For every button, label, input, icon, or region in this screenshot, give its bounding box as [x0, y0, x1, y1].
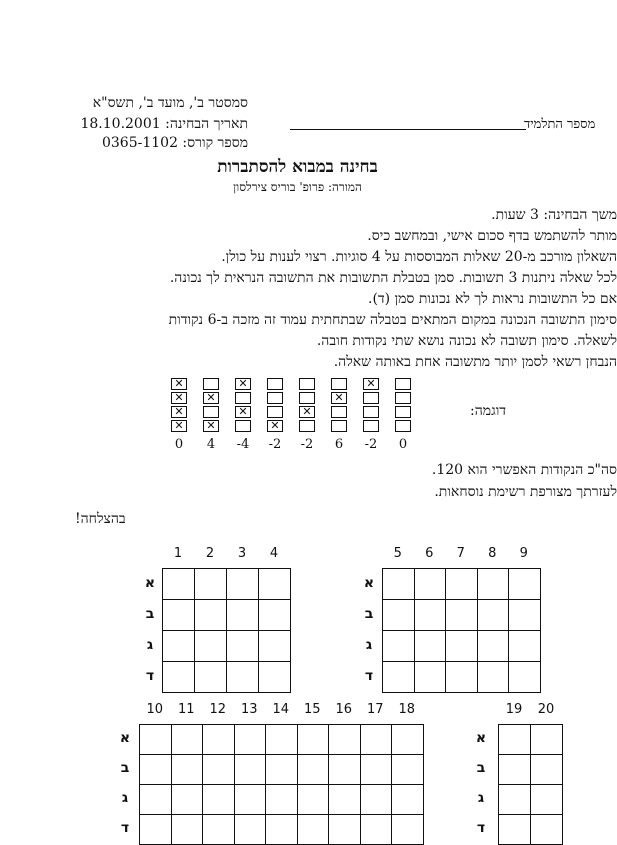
answer-cell[interactable]: [383, 569, 415, 600]
answer-cell[interactable]: [477, 631, 509, 662]
example-cell-marked: ✕: [363, 378, 379, 390]
example-cell-marked: ✕: [203, 392, 219, 404]
example-score: 0: [174, 437, 184, 452]
answer-cell[interactable]: [329, 725, 361, 755]
answer-cell[interactable]: [297, 725, 329, 755]
answer-cell[interactable]: [259, 600, 291, 631]
answer-row-label: ג: [121, 790, 129, 806]
example-score: -4: [236, 437, 250, 452]
answer-row-label: א: [475, 730, 487, 746]
answer-cell[interactable]: [234, 815, 266, 845]
answer-cell[interactable]: [477, 600, 509, 631]
answer-row-label: ג: [477, 790, 485, 806]
answer-cell[interactable]: [360, 725, 392, 755]
example-cell: [267, 406, 283, 418]
answer-cell[interactable]: [195, 569, 227, 600]
answer-cell[interactable]: [360, 785, 392, 815]
example-cell: [299, 392, 315, 404]
example-cell-marked: ✕: [171, 406, 187, 418]
answer-cell[interactable]: [234, 755, 266, 785]
example-cell: [331, 420, 347, 432]
answer-cell[interactable]: [509, 600, 541, 631]
answer-cell[interactable]: [171, 785, 203, 815]
answer-cell[interactable]: [509, 662, 541, 693]
answer-cell[interactable]: [329, 755, 361, 785]
answer-cell[interactable]: [259, 631, 291, 662]
answer-cell[interactable]: [140, 785, 172, 815]
example-cell-marked: ✕: [203, 420, 219, 432]
question-number: 13: [240, 702, 258, 717]
answer-row-label: ב: [476, 760, 486, 776]
question-number: 5: [393, 546, 402, 561]
answer-cell[interactable]: [140, 755, 172, 785]
answer-cell[interactable]: [446, 600, 478, 631]
example-column: [267, 378, 283, 434]
example-cell-marked: ✕: [267, 420, 283, 432]
example-cell: [299, 378, 315, 390]
answer-cell[interactable]: [383, 662, 415, 693]
answer-cell[interactable]: [509, 631, 541, 662]
question-number: 1: [173, 546, 183, 561]
answer-cell[interactable]: [446, 631, 478, 662]
question-number: 14: [272, 702, 290, 717]
answer-cell[interactable]: [499, 725, 531, 755]
answer-cell[interactable]: [259, 662, 291, 693]
example-column: [363, 378, 379, 434]
answer-row-label: ד: [145, 667, 155, 684]
example-cell: [363, 406, 379, 418]
answer-cell[interactable]: [477, 662, 509, 693]
answer-cell[interactable]: [234, 785, 266, 815]
good-luck: בהצלחה!: [75, 511, 126, 527]
answer-cell[interactable]: [140, 725, 172, 755]
answer-row-label: א: [144, 574, 156, 591]
instruction-1: משך הבחינה: 3 שעות.: [491, 207, 617, 223]
example-column: [299, 378, 315, 434]
student-id-field[interactable]: [290, 129, 526, 130]
answer-row-label: ג: [146, 636, 154, 653]
answer-row-label: א: [363, 574, 375, 591]
answer-cell[interactable]: [203, 725, 235, 755]
example-score: -2: [300, 437, 314, 452]
answer-table: [498, 724, 563, 845]
example-label: דוגמה:: [470, 403, 507, 419]
example-column: [235, 378, 251, 434]
answer-cell[interactable]: [499, 815, 531, 845]
answer-cell[interactable]: [392, 725, 424, 755]
question-number: 7: [456, 546, 465, 561]
answer-cell[interactable]: [383, 600, 415, 631]
answer-cell[interactable]: [509, 569, 541, 600]
answer-cell[interactable]: [163, 569, 195, 600]
exam-date: תאריך הבחינה: 18.10.2001: [80, 116, 248, 132]
answer-row-label: ג: [365, 636, 373, 653]
answer-cell[interactable]: [297, 785, 329, 815]
formula-sheet-note: לעזרתך מצורפת רשימת נוסחאות.: [434, 484, 617, 500]
answer-row-label: ב: [145, 605, 155, 622]
answer-row-label: ב: [120, 760, 130, 776]
answer-cell[interactable]: [195, 662, 227, 693]
example-score: 6: [334, 437, 344, 452]
example-cell-marked: ✕: [299, 406, 315, 418]
answer-cell[interactable]: [266, 815, 298, 845]
answer-cell[interactable]: [477, 569, 509, 600]
answer-cell[interactable]: [171, 815, 203, 845]
example-score: 4: [206, 437, 216, 452]
example-cell: [363, 392, 379, 404]
question-number: 2: [205, 546, 215, 561]
answer-cell[interactable]: [163, 662, 195, 693]
answer-cell[interactable]: [360, 815, 392, 845]
answer-cell[interactable]: [140, 815, 172, 845]
example-column: [171, 378, 187, 434]
answer-row-label: א: [119, 730, 131, 746]
answer-cell[interactable]: [195, 631, 227, 662]
answer-cell[interactable]: [227, 662, 259, 693]
answer-cell[interactable]: [392, 755, 424, 785]
answer-cell[interactable]: [383, 631, 415, 662]
answer-cell[interactable]: [392, 785, 424, 815]
semester-line: סמסטר ב', מועד ב', תשס"א: [92, 95, 248, 111]
answer-row-label: ד: [120, 820, 130, 836]
example-cell-marked: ✕: [331, 392, 347, 404]
example-cell-marked: ✕: [171, 378, 187, 390]
answer-cell[interactable]: [329, 785, 361, 815]
example-cell: [395, 420, 411, 432]
answer-cell[interactable]: [195, 600, 227, 631]
course-number: מספר קורס: 0365-1102: [101, 135, 248, 151]
question-number: 17: [366, 702, 384, 717]
answer-cell[interactable]: [163, 631, 195, 662]
answer-cell[interactable]: [259, 569, 291, 600]
answer-cell[interactable]: [227, 631, 259, 662]
example-cell: [395, 406, 411, 418]
question-number: 15: [303, 702, 321, 717]
question-number: 19: [505, 702, 523, 717]
answer-cell[interactable]: [266, 755, 298, 785]
student-id-label: מספר התלמיד: [524, 117, 596, 132]
answer-table: [382, 568, 541, 693]
example-score: -2: [364, 437, 378, 452]
total-points-note: סה"כ הנקודות האפשרי הוא 120.: [431, 462, 617, 478]
example-cell: [267, 392, 283, 404]
example-cell: [331, 406, 347, 418]
instruction-5: אם כל התשובות נראות לך לא נכונות סמן (ד).: [368, 291, 617, 307]
question-number: 20: [537, 702, 555, 717]
example-cell: [203, 378, 219, 390]
question-number: 3: [237, 546, 247, 561]
answer-cell[interactable]: [360, 755, 392, 785]
answer-cell[interactable]: [171, 725, 203, 755]
example-cell: [203, 406, 219, 418]
answer-cell[interactable]: [203, 815, 235, 845]
answer-cell[interactable]: [531, 815, 563, 845]
example-cell: [395, 392, 411, 404]
example-cell: [331, 378, 347, 390]
example-column: [203, 378, 219, 434]
example-cell-marked: ✕: [171, 392, 187, 404]
example-cell: [235, 420, 251, 432]
answer-cell[interactable]: [499, 755, 531, 785]
answer-cell[interactable]: [329, 815, 361, 845]
answer-cell[interactable]: [446, 569, 478, 600]
question-number: 11: [177, 702, 195, 717]
question-number: 8: [488, 546, 497, 561]
answer-cell[interactable]: [531, 725, 563, 755]
answer-cell[interactable]: [446, 662, 478, 693]
answer-cell[interactable]: [414, 631, 446, 662]
example-cell: [299, 420, 315, 432]
question-number: 9: [519, 546, 528, 561]
answer-cell[interactable]: [392, 815, 424, 845]
question-number: 16: [335, 702, 353, 717]
answer-row-label: ב: [364, 605, 374, 622]
example-score: -2: [268, 437, 282, 452]
answer-cell[interactable]: [227, 600, 259, 631]
instruction-2: מותר להשתמש בדף סכום אישי, ובמחשב כיס.: [367, 228, 617, 244]
instruction-3: השאלון מורכב מ-20 שאלות המבוססות על 4 סוגיות. רצוי לענות על כולן.: [221, 249, 617, 265]
example-cell: [363, 420, 379, 432]
answer-cell[interactable]: [414, 662, 446, 693]
answer-cell[interactable]: [414, 569, 446, 600]
example-cell: [267, 378, 283, 390]
example-cell: [235, 392, 251, 404]
example-cell-marked: ✕: [235, 378, 251, 390]
answer-cell[interactable]: [227, 569, 259, 600]
answer-cell[interactable]: [297, 815, 329, 845]
instruction-8: הנבחן רשאי לסמן יותר מתשובה אחת באותה שאלה.: [333, 354, 617, 370]
question-number: 12: [209, 702, 227, 717]
answer-cell[interactable]: [266, 785, 298, 815]
answer-cell[interactable]: [203, 755, 235, 785]
answer-cell[interactable]: [234, 725, 266, 755]
answer-cell[interactable]: [531, 755, 563, 785]
example-column: [331, 378, 347, 434]
answer-cell[interactable]: [531, 785, 563, 815]
example-score: 0: [398, 437, 408, 452]
question-number: 6: [425, 546, 434, 561]
question-number: 4: [269, 546, 279, 561]
answer-cell[interactable]: [203, 785, 235, 815]
question-number: 18: [398, 702, 416, 717]
instruction-6: סימון התשובה הנכונה במקום המתאים בטבלה שבתחתית עמוד זה מזכה ב-6 נקודות: [168, 312, 617, 328]
example-column: [395, 378, 411, 434]
lecturer-line: המורה: פרופ' בוריס צירלסון: [233, 180, 362, 194]
page-title: בחינה במבוא להסתברות: [217, 157, 378, 177]
example-cell-marked: ✕: [171, 420, 187, 432]
answer-cell[interactable]: [171, 755, 203, 785]
instruction-7: לשאלה. סימון תשובה לא נכונה נושא שתי נקודות חובה.: [316, 333, 617, 349]
answer-cell[interactable]: [499, 785, 531, 815]
answer-table: [139, 724, 424, 845]
answer-row-label: ד: [364, 667, 374, 684]
example-cell-marked: ✕: [235, 406, 251, 418]
answer-cell[interactable]: [163, 600, 195, 631]
question-number: 10: [146, 702, 164, 717]
answer-cell[interactable]: [266, 725, 298, 755]
answer-row-label: ד: [476, 820, 486, 836]
example-cell: [395, 378, 411, 390]
answer-cell[interactable]: [297, 755, 329, 785]
instruction-4: לכל שאלה ניתנות 3 תשובות. סמן בטבלת התשובות את התשובה הנראית לך נכונה.: [169, 270, 617, 286]
answer-table: [162, 568, 291, 693]
answer-cell[interactable]: [414, 600, 446, 631]
